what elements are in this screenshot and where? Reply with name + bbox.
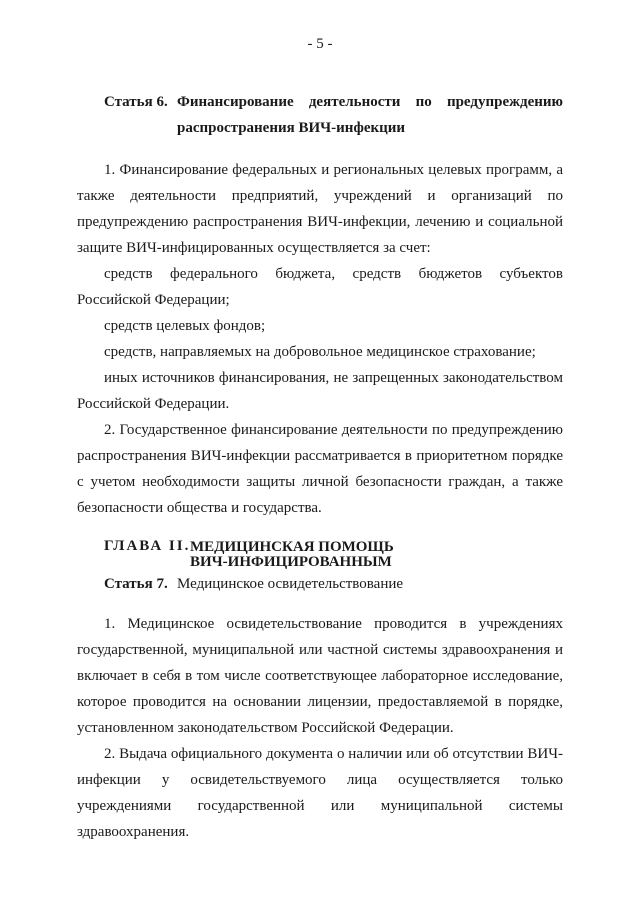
page-number: - 5 - xyxy=(307,36,333,52)
chapter-label: ГЛАВА II. xyxy=(104,538,191,554)
paragraph-line: 2. Государственное финансирование деятельности по предупреждению xyxy=(104,422,563,438)
list-item: средств, направляемых на добровольное медицинское страхование; xyxy=(104,344,536,360)
paragraph-line: 1. Медицинское освидетельствование проводится в учреждениях xyxy=(104,616,563,632)
paragraph-line: здравоохранения. xyxy=(77,824,190,840)
list-item: иных источников финансирования, не запрещенных законодательством xyxy=(104,370,563,386)
list-item: Российской Федерации. xyxy=(77,396,230,412)
paragraph-line: защите ВИЧ-инфицированных осуществляется за счет: xyxy=(77,240,431,256)
paragraph-line: включает в себя в том числе соответствующее лабораторное исследование, xyxy=(77,668,563,684)
paragraph-line: с учетом необходимости защиты личной безопасности граждан, а также xyxy=(77,474,563,490)
article-6-title-line-1: Финансирование деятельности по предупреждению xyxy=(177,94,563,110)
paragraph-line: безопасности общества и государства. xyxy=(77,500,322,516)
paragraph-line: инфекции у освидетельствуемого лица осуществляется только xyxy=(77,772,563,788)
article-6-label: Статья 6. xyxy=(104,94,168,110)
paragraph-line: которое проводится на основании лицензии, предоставляемой в порядке, xyxy=(77,694,563,710)
paragraph-line: предупреждению распространения ВИЧ-инфекции, лечению и социальной xyxy=(77,214,563,230)
paragraph-line: государственной, муниципальной или частной системы здравоохранения и xyxy=(77,642,563,658)
article-7-title: Медицинское освидетельствование xyxy=(177,576,404,592)
chapter-title-line-2: ВИЧ-ИНФИЦИРОВАННЫМ xyxy=(190,554,392,570)
chapter-title-line-1: МЕДИЦИНСКАЯ ПОМОЩЬ xyxy=(190,539,394,555)
list-item: средств федерального бюджета, средств бюджетов субъектов xyxy=(104,266,563,282)
article-7-label: Статья 7. xyxy=(104,576,168,592)
list-item: Российской Федерации; xyxy=(77,292,230,308)
paragraph-line: распространения ВИЧ-инфекции рассматривается в приоритетном порядке xyxy=(77,448,563,464)
paragraph-line: учреждениями государственной или муниципальной системы xyxy=(77,798,563,814)
paragraph-line: установленном законодательством Российской Федерации. xyxy=(77,720,454,736)
paragraph-line: также деятельности предприятий, учреждений и организаций по xyxy=(77,188,563,204)
paragraph-line: 2. Выдача официального документа о наличии или об отсутствии ВИЧ- xyxy=(104,746,563,762)
article-6-title-line-2: распространения ВИЧ-инфекции xyxy=(177,120,406,136)
list-item: средств целевых фондов; xyxy=(104,318,266,334)
paragraph-line: 1. Финансирование федеральных и региональных целевых программ, а xyxy=(104,162,563,178)
